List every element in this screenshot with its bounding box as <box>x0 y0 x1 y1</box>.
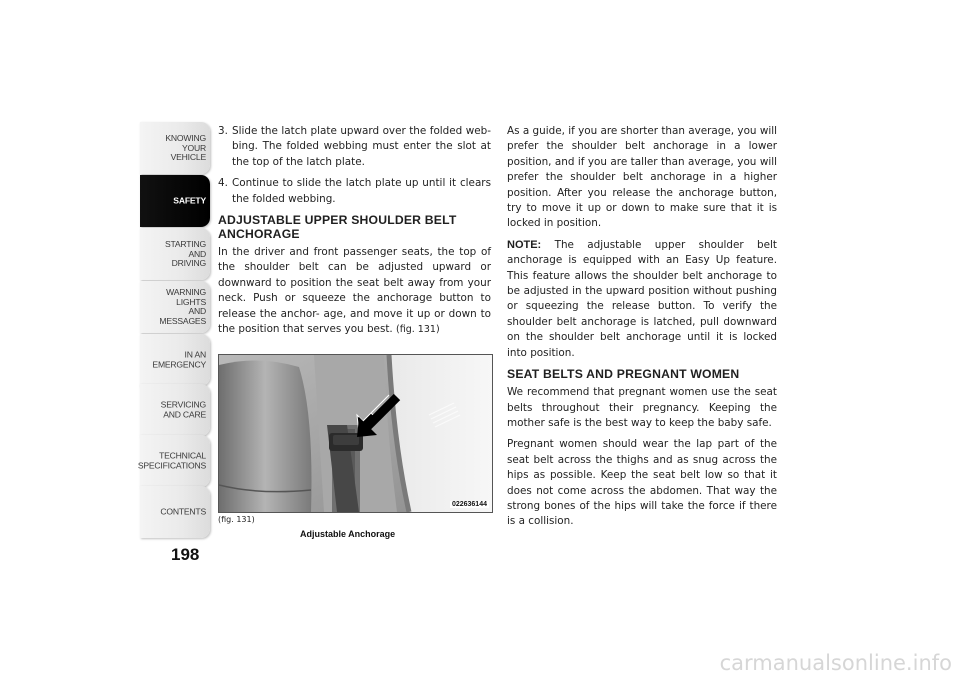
paragraph-text: In the driver and front passenger seats, the top of the shoulder belt can be adjusted upward or downward to position the seat belt away from your neck. Push or squeeze the anchorage button to release the anchor- age, and move it up or down to the position that serves you best. <box>218 246 491 336</box>
list-item <box>218 124 491 170</box>
tab-technical-specifications[interactable] <box>137 435 210 487</box>
item-text: Slide the latch plate upward over the folded web- bing. The folded webbing must enter the slot at the top of the latch plate. <box>232 125 491 168</box>
figure-number: (fig. 131) <box>218 515 255 524</box>
tab-label: SAFETY <box>173 195 206 206</box>
watermark: carmanualsonline.info <box>719 651 952 675</box>
tab-label: SERVICING AND CARE <box>160 399 206 419</box>
note-label: NOTE: <box>507 238 542 251</box>
figure-caption: Adjustable Anchorage <box>300 529 396 539</box>
tab-contents[interactable] <box>140 486 210 538</box>
tab-label: WARNING LIGHTS AND MESSAGES <box>159 287 206 326</box>
tab-knowing-your-vehicle[interactable] <box>140 122 210 174</box>
figure-reference[interactable]: (fig. 131) <box>396 324 440 336</box>
note-text: The adjustable upper shoulder belt anchorage is equipped with an Easy Up feature. This feature allows the shoulder belt anchorage to be adjusted in the upward position without pushing or squeezing the release button. To verify the shoulder belt anchorage is latched, pull downward on the shoulder belt anchorage until it is locked into position. <box>507 238 777 359</box>
tab-in-an-emergency[interactable] <box>140 334 210 386</box>
tab-label: KNOWING YOUR VEHICLE <box>165 132 206 162</box>
note-paragraph <box>507 238 777 361</box>
item-number: 3. <box>218 125 228 137</box>
figure-image <box>218 354 493 513</box>
body-paragraph: Pregnant women should wear the lap part of the seat belt across the thighs and as snug across the hips as possible. Keep the seat belt low so that it does not come across the abdomen. That way the strong bones of the hips will take the force if there is a collision. <box>507 438 777 528</box>
right-column <box>507 124 777 536</box>
body-paragraph: We recommend that pregnant women use the seat belts throughout their pregnancy. Keeping the mother safe is the best way to keep the baby safe. <box>507 386 777 429</box>
figure-code: 022636144 <box>451 501 487 508</box>
tab-starting-and-driving[interactable] <box>140 228 210 280</box>
list-item <box>218 176 491 207</box>
tab-label: IN AN EMERGENCY <box>152 349 206 369</box>
tab-servicing-and-care[interactable] <box>140 384 210 436</box>
left-column <box>218 124 491 343</box>
tab-label: CONTENTS <box>160 506 206 517</box>
tab-label: TECHNICAL SPECIFICATIONS <box>137 450 206 470</box>
tab-warning-lights[interactable] <box>140 281 210 333</box>
tab-safety[interactable] <box>140 175 210 227</box>
seat-belt-anchorage-illustration <box>219 355 492 512</box>
tab-label: STARTING AND DRIVING <box>164 238 206 268</box>
body-paragraph: As a guide, if you are shorter than average, you will prefer the shoulder belt anchorage in a lower position, and if you are taller than average, you will prefer the shoulder belt anchorage in a higher position. After you release the anchorage button, try to move it up or down to make sure that it is locked in position. <box>507 125 777 230</box>
body-paragraph <box>218 245 491 337</box>
page-number: 198 <box>171 545 200 564</box>
section-heading: SEAT BELTS AND PREGNANT WOMEN <box>507 367 740 382</box>
item-text: Continue to slide the latch plate up until it clears the folded webbing. <box>232 177 491 205</box>
item-number: 4. <box>218 177 228 190</box>
section-heading: ADJUSTABLE UPPER SHOULDER BELT ANCHORAGE <box>218 213 457 242</box>
